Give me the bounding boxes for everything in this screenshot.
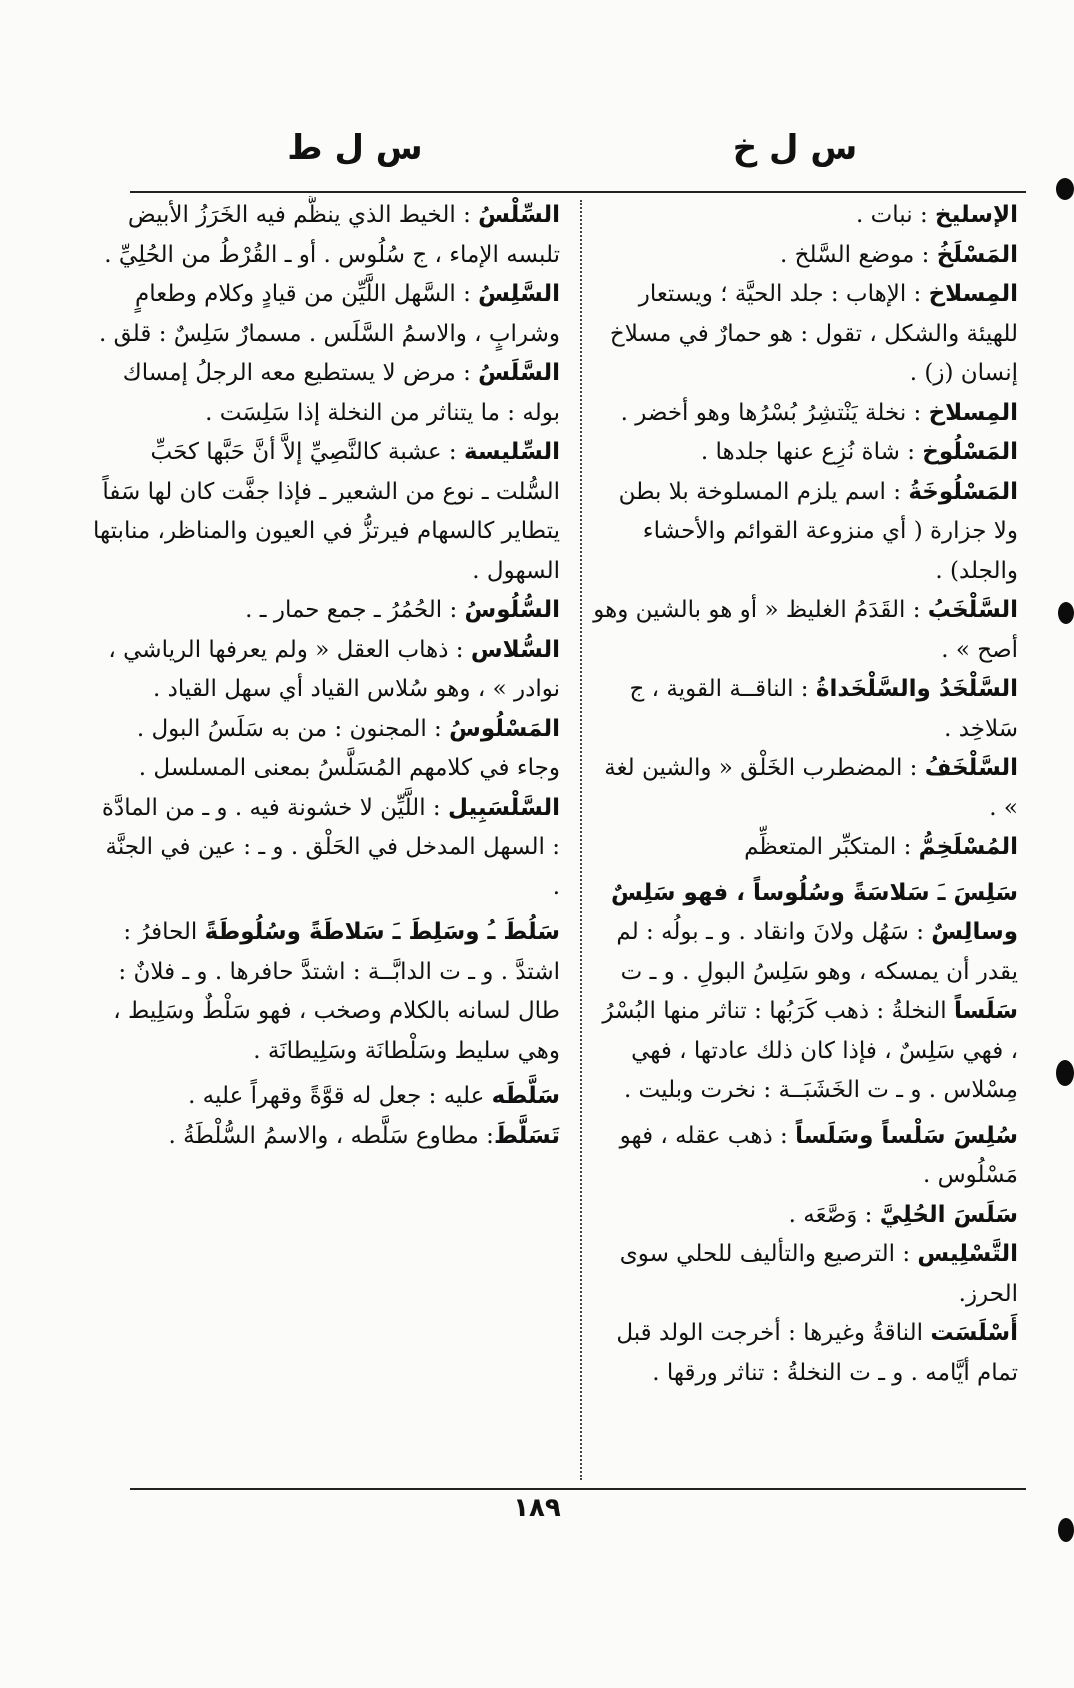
entry-definition: : نخلة يَنْتشِرُ بُسْرُها وهو أخضر .: [620, 399, 929, 426]
entry-definition: : سَهُل ولانَ وانقاد . و ـ بولُه : لم يقدر أن يمسكه ، وهو سَلِسُ البولِ . و ـ ت: [616, 919, 1018, 985]
entry-definition: : اسم يلزم المسلوخة بلا بطن ولا جزارة ( أي منزوعة القوائم والأحشاء والجلد) .: [618, 478, 1018, 584]
entry-headword: السَّلَسُ: [478, 360, 560, 386]
entry-definition: : المضطرب الخَلْق « والشين لغة » .: [604, 755, 1018, 821]
column-divider: [580, 200, 582, 1480]
entry-headword: التَّسْلِيس: [917, 1241, 1018, 1267]
entry-headword: السُّلاس: [470, 636, 560, 663]
entry-headword: السُّلُوسُ: [464, 597, 560, 623]
entry: [92, 1077, 560, 1117]
binding-hole-mark: [1056, 1060, 1074, 1086]
entry-headword: المَسْلَخُ: [936, 241, 1018, 268]
entry-definition: : المجنون : من به سَلَسُ البول . وجاء في كلامهم المُسَلَّسُ بمعنى المسلسل .: [136, 715, 560, 781]
entry-definition: : عشبة كالنَّصِيِّ إلاَّ أنَّ حَبَّها كحَبِّ السُّلت ـ نوع من الشعير ـ فإذا جفَّت كان لها سَفاً يتطاير كالسهام فيرتزُّ في العيون والمناظر، منابتها السهول .: [93, 439, 560, 584]
left-column: [92, 196, 560, 1476]
page-number: ١٨٩: [513, 1493, 561, 1523]
entry: [92, 196, 560, 275]
entry-definition: : ذهاب العقل « ولم يعرفها الرياشي ، نوادر » ، وهو سُلاس القياد أي سهل القياد .: [108, 636, 560, 702]
top-rule: [130, 191, 1026, 193]
entry-definition: : نبات .: [856, 202, 936, 228]
entry: [588, 1314, 1018, 1393]
entry: [588, 433, 1018, 473]
entry: [92, 591, 560, 631]
entry-headword: تَسَلَّطَ: [493, 1122, 560, 1149]
running-head-right: س ل خ: [732, 128, 858, 168]
entry-headword: الإسليخ: [935, 202, 1018, 228]
entry-definition: : السَّهل اللَّيِّن من قيادٍ وكلام وطعامٍ وشرابٍ ، والاسمُ السَّلَس . مسمارٌ سَلِسٌ : قلق .: [99, 281, 560, 347]
entry-headword: السَّلْخَدُ والسَّلْخَداةُ: [815, 676, 1018, 702]
entry: [588, 1117, 1018, 1196]
entry: [588, 1196, 1018, 1236]
entry: [588, 473, 1018, 592]
running-head-left: س ل ط: [287, 128, 423, 168]
entry-headword: سَلَّطَه: [491, 1083, 560, 1109]
entry-headword: السِّلْسُ: [478, 202, 560, 228]
entry-definition: : شاة نُزِع عنها جلدها .: [700, 439, 923, 465]
entry-definition: : القَدَمُ الغليظ « أو هو بالشين وهو أصح » .: [593, 597, 1018, 663]
entry-definition: : الناقــة القوية ، ج سَلاخِد .: [629, 676, 1018, 742]
entry: [588, 196, 1018, 236]
entry: [588, 670, 1018, 749]
binding-hole-mark: [1056, 178, 1074, 200]
entry: [588, 992, 1018, 1111]
entry-definition: الحافرُ : اشتدَّ . و ـ ت الدابَّــة : اشتدَّ حافرها . و ـ فلانٌ : طال لسانه بالكلام وصخب ، فهو سَلْطٌ وسَلِيط ، وهي سليط وسَلْطانَة وسَلِيطانَة .: [113, 919, 560, 1064]
entry-headword: السَّلْخَبُ: [927, 597, 1018, 623]
entry-headword: سُلِسَ سَلْساً وسَلَساً: [795, 1122, 1018, 1149]
entry-headword: المَسْلُوخ: [922, 439, 1018, 465]
entry-headword: المِسلاخ: [928, 281, 1018, 307]
entry-definition: : المتكبِّر المتعظِّم: [744, 834, 919, 860]
bottom-rule: [130, 1488, 1026, 1490]
entry-definition: الناقةُ وغيرها : أخرجت الولد قبل تمام أيَّامه . و ـ ت النخلةُ : تناثر ورقها .: [616, 1320, 1018, 1386]
entry-headword: السَّلِسُ: [478, 281, 560, 307]
entry-definition: : ذهب عقله ، فهو مَسْلُوس .: [619, 1122, 1018, 1188]
entry-headword: المِسلاخ: [928, 399, 1018, 426]
entry-headword: المُسْلَخِمُّ: [918, 834, 1018, 860]
entry: [588, 1235, 1018, 1314]
entry: [92, 433, 560, 591]
entry-headword: أَسْلَسَت: [930, 1320, 1018, 1346]
entry-headword: المَسْلُوسُ: [449, 715, 560, 742]
entry: [92, 354, 560, 433]
entry: [588, 749, 1018, 828]
entry-headword: المَسْلُوخَةُ: [908, 478, 1018, 505]
entry-definition: النخلةُ : ذهب كَرَبُها : تناثر منها البُسْرُ ، فهي سَلِسٌ ، فإذا كان ذلك عادتها ، فهي مِسْلاس . و ـ ت الخَشَبَــة : نخرت وبليت .: [602, 998, 1018, 1103]
entry: [92, 789, 560, 908]
entry: [92, 275, 560, 354]
entry-definition: : اللَّيِّن لا خشونة فيه . و ـ من المادَّة : السهل المدخل في الحَلْق . و ـ : عين في الجنَّة .: [101, 794, 560, 900]
entry-definition: عليه : جعل له قوَّةً وقهراً عليه .: [188, 1083, 492, 1109]
entry-definition: : مطاوع سَلَّطه ، والاسمُ السُّلْطَةُ .: [168, 1122, 494, 1149]
entry-headword: سَلِسَ ـَ سَلاسَةً وسُلُوساً ، فهو سَلِسٌ وسالِسٌ: [611, 879, 1018, 945]
right-column: [588, 196, 1018, 1476]
entry: [92, 710, 560, 789]
entry-headword: السِّليسة: [463, 439, 560, 465]
entry-headword: سَلُطَ ـُ وسَلِطَ ـَ سَلاطَةً وسُلُوطَةً: [204, 919, 560, 945]
entry-headword: سَلَسَ الحُلِيَّ: [879, 1201, 1018, 1228]
entry: [92, 913, 560, 1071]
entry: [588, 828, 1018, 868]
entry-definition: : وَصَّعَه .: [788, 1201, 880, 1228]
entry: [92, 631, 560, 710]
entry: [588, 874, 1018, 993]
entry: [588, 394, 1018, 434]
entry: [92, 1117, 560, 1157]
entry-headword: سَلَساً: [953, 998, 1018, 1024]
binding-hole-mark: [1058, 1518, 1074, 1542]
entry-definition: : الحُمُرُ ـ جمع حمار ـ .: [245, 597, 465, 623]
entry-definition: : الترصيع والتأليف للحلي سوى الحرز.: [619, 1241, 1018, 1307]
entry-definition: : موضع السَّلخ .: [780, 241, 937, 268]
entry-headword: السَّلْسَبِيل: [447, 794, 560, 821]
entry: [588, 236, 1018, 276]
entry-headword: السَّلْخَفُ: [924, 755, 1018, 781]
entry: [588, 275, 1018, 394]
entry-definition: : مرض لا يستطيع معه الرجلُ إمساك بوله : ما يتناثر من النخلة إذا سَلِسَت .: [122, 360, 560, 426]
entry-definition: : الخيط الذي ينظَّم فيه الخَرَزُ الأبيض تلبسه الإماء ، ج سُلُوس . أو ـ القُرْطُ من الحُلِيِّ .: [104, 202, 560, 268]
binding-hole-mark: [1058, 602, 1074, 624]
entry-definition: : الإهاب : جلد الحيَّة ؛ ويستعار للهيئة والشكل ، تقول : هو حمارٌ في مسلاخ إنسان (ز) .: [609, 281, 1018, 386]
entry: [588, 591, 1018, 670]
